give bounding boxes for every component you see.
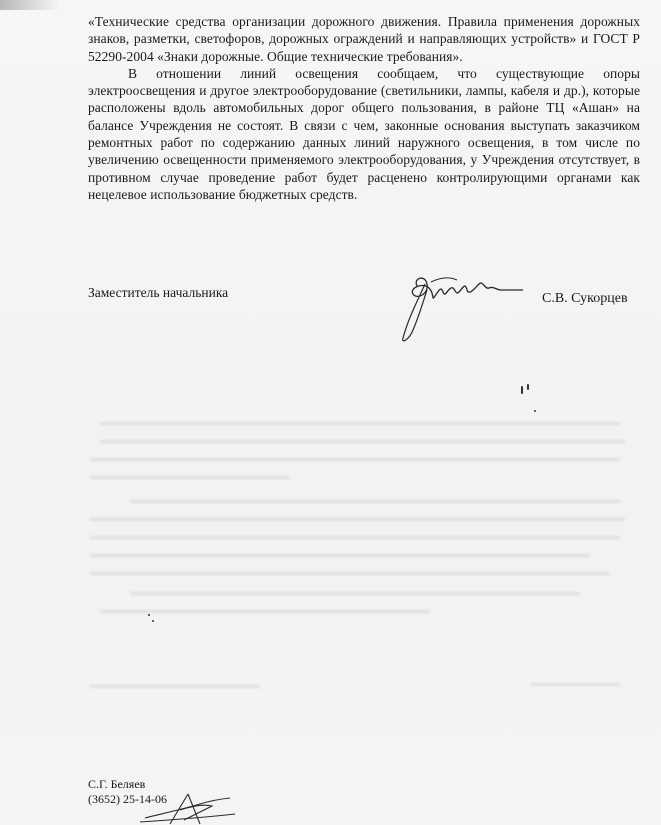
signatory-name: С.В. Сукорцев: [542, 291, 628, 306]
handwritten-initials: [140, 790, 240, 825]
scan-corner-shadow: [0, 0, 60, 10]
signatory-position: Заместитель начальника: [88, 285, 229, 300]
letter-body: [88, 13, 640, 203]
scan-speck: [534, 410, 536, 412]
scan-speck: [521, 386, 523, 394]
scan-speck: [152, 620, 154, 622]
paragraph-lighting: В отношении линий освещения сообщаем, что существующие опоры электроосвещения и другое электрооборудование (светильники, лампы, кабеля и др.), которые расположены вдоль автомобильных дорог общего пользования, в районе ТЦ «Ашан» на балансе Учреждения не состоят. В связи с чем, законные основания выступать заказчиком ремонтных работ по содержанию данных линий наружного освещения, в том числе по увеличению освещенности применяемого электрооборудования, у Учреждения отсутствует, в противном случае проведение работ будет расценено контролирующими органами как нецелевое использование бюджетных средств.: [88, 65, 640, 202]
scan-speck: [527, 384, 529, 390]
reverse-side-bleed: [70, 380, 630, 710]
executor-name: С.Г. Беляев: [88, 777, 146, 791]
scan-speck: [148, 614, 150, 616]
handwritten-signature: [395, 268, 535, 348]
executor-phone: (3652) 25-14-06: [88, 792, 167, 806]
paragraph-standards: «Технические средства организации дорожного движения. Правила применения дорожных знаков, разметки, светофоров, дорожных ограждений и направляющих устройств» и ГОСТ Р 52290-2004 «Знаки дорожные. Общие технические требования».: [88, 14, 640, 64]
